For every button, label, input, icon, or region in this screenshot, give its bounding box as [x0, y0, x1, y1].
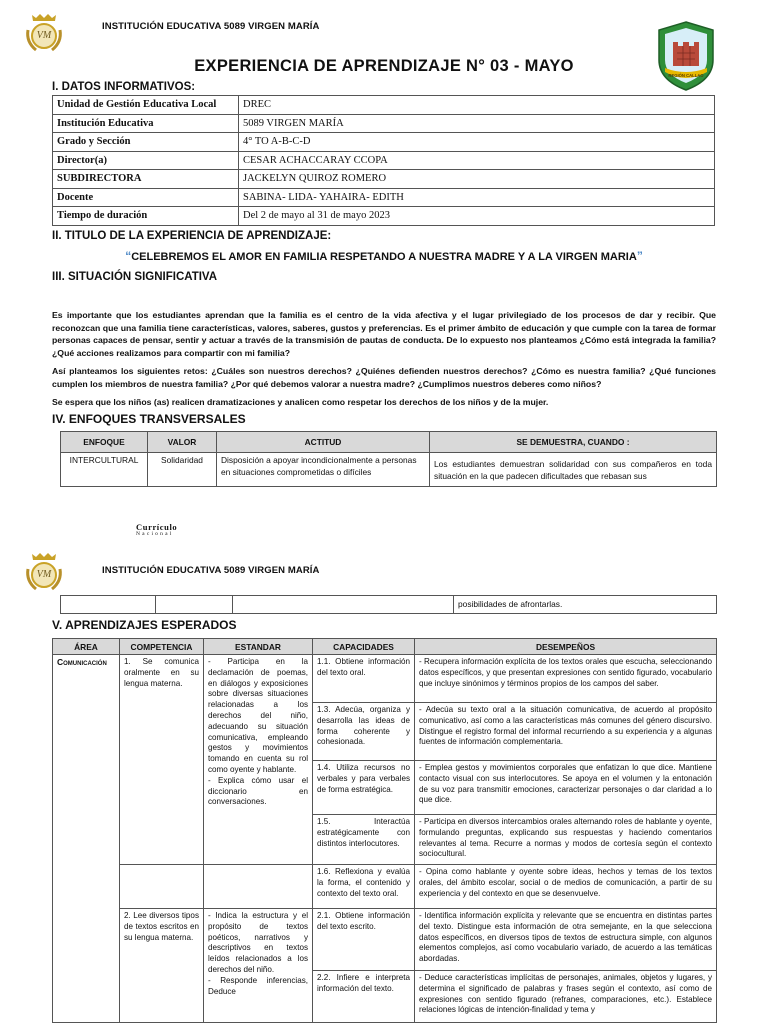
- datos-row: [53, 188, 715, 207]
- aprendizaje-row: [53, 909, 717, 971]
- logo-monogram: VM: [36, 30, 52, 41]
- datos-table: [52, 95, 715, 226]
- desempeno-cell: - Identifica información explícita y relevante que se encuentra en distintas partes del texto. Distingue esta información de otra semejante, en la que selecciona datos específicos, en diversos tipos de textos de estructura simple, con algunos elementos complejos, así como vocabulario variado, de acuerdo a las temáticas abordadas.: [415, 909, 717, 971]
- area-text: Comunicación: [57, 657, 107, 667]
- capacidad-cell: 1.1. Obtiene información del texto oral.: [313, 655, 415, 703]
- experience-title-text: CELEBREMOS EL AMOR EN FAMILIA RESPETANDO A NUESTRA MADRE Y A LA VIRGEN MARIA: [131, 251, 637, 263]
- cont-cell-1: [61, 596, 156, 614]
- desempeno-cell: - Deduce características implícitas de personajes, animales, objetos y lugares, y determina el significado de palabras y frases según el contexto, así como de expresiones con sentido figurado (refranes, comparaciones, etc.). Establece relaciones lógicas de intención-finalidad y tema y: [415, 971, 717, 1023]
- curriculo-line1: Currículo: [136, 522, 178, 532]
- col-valor: VALOR: [148, 432, 217, 453]
- desempeno-cell: - Recupera información explícita de los textos orales que escucha, seleccionando datos específicos, y que presentan expresiones con sentido figurado, vocabulario que incluye sinónimos y términos propios de los campos del saber.: [415, 655, 717, 703]
- situacion-paragraph-1: Es importante que los estudiantes aprendan que la familia es el centro de la vida afectiva y el lugar privilegiado de los procesos de dar y recibir. Que reconozcan que una familia tiene características, valores, saberes, gustos y preferencias. Es el primer ámbito de educación y que cumple con la tarea de formar personas capaces de pensar, sentir y actuar a través de la transmisión de pautas de conducta. De lo expuesto nos planteamos ¿Cómo está integrada la familia? ¿Qué acciones realizamos para compartir con mi familia?: [52, 310, 716, 358]
- datos-row: [53, 133, 715, 152]
- col-demuestra: SE DEMUESTRA, CUANDO :: [430, 432, 717, 453]
- section-heading-datos: I. DATOS INFORMATIVOS:: [52, 81, 196, 93]
- datos-row: [53, 114, 715, 133]
- datos-row: [53, 207, 715, 226]
- datos-label: Unidad de Gestión Educativa Local: [53, 96, 239, 115]
- enfoques-table-continued: [60, 595, 717, 614]
- curriculo-line2: Nacional: [136, 531, 174, 537]
- section-heading-situacion: III. SITUACIÓN SIGNIFICATIVA: [52, 271, 218, 283]
- datos-label: SUBDIRECTORA: [53, 170, 239, 189]
- datos-row: [53, 96, 715, 115]
- capacidad-cell: 2.2. Infiere e interpreta información del texto.: [313, 971, 415, 1023]
- school-logo-page2: [22, 551, 66, 593]
- open-quote: “: [125, 249, 132, 263]
- page-title: EXPERIENCIA DE APRENDIZAJE N° 03 - MAYO: [194, 57, 574, 75]
- col-desempenos: DESEMPEÑOS: [415, 639, 717, 655]
- capacidad-cell: 1.5. Interactúa estratégicamente con distintos interlocutores.: [313, 815, 415, 865]
- datos-value: SABINA- LIDA- YAHAIRA- EDITH: [239, 188, 715, 207]
- section-heading-enfoques: IV. ENFOQUES TRANSVERSALES: [52, 412, 246, 426]
- estandar-cell: - Indica la estructura y el propósito de textos poéticos, narrativos y descriptivos en textos leídos relacionados a los derechos del niño. - Responde inferencias, Deduce: [204, 909, 313, 1023]
- datos-row: [53, 170, 715, 189]
- badge-label: REGIÓN CALLAO: [668, 73, 704, 78]
- area-cell: [53, 655, 120, 1023]
- estandar-cell: - Participa en la declamación de poemas, en diálogos y exposiciones sobre diversas situaciones relacionadas a los derechos del niño, adecuando su situación comunicativa, empleando gestos y movimientos tomando en cuenta su rol como oyente y hablante. - Explica cómo usar el diccionario en conversaciones.: [204, 655, 313, 865]
- datos-label: Director(a): [53, 151, 239, 170]
- section-heading-titulo: II. TITULO DE LA EXPERIENCIA DE APRENDIZAJE:: [52, 230, 332, 242]
- curriculo-logo: [136, 522, 196, 537]
- col-capacidades: CAPACIDADES: [313, 639, 415, 655]
- cell-enfoque: [61, 453, 148, 487]
- datos-label: Tiempo de duración: [53, 207, 239, 226]
- cell-demuestra: Los estudiantes demuestran solidaridad con sus compañeros en toda situación en la que padecen dificultades que rebasan sus: [430, 453, 717, 487]
- cont-cell-3: [233, 596, 454, 614]
- datos-label: Grado y Sección: [53, 133, 239, 152]
- datos-value: DREC: [239, 96, 715, 115]
- enfoques-table: [60, 431, 717, 487]
- competencia-cell-empty: [120, 865, 204, 909]
- col-area: ÁREA: [53, 639, 120, 655]
- col-actitud: ACTITUD: [217, 432, 430, 453]
- datos-value: 5089 VIRGEN MARÍA: [239, 114, 715, 133]
- aprendizaje-row: [53, 865, 717, 909]
- school-header: INSTITUCIÓN EDUCATIVA 5089 VIRGEN MARÍA: [102, 21, 320, 32]
- aprendizaje-row: [53, 655, 717, 703]
- desempeno-cell: - Participa en diversos intercambios orales alternando roles de hablante y oyente, formulando preguntas, explicando sus respuestas y haciendo comentarios relevantes al tema. Recurre a normas y modos de cortesía según el contexto sociocultural.: [415, 815, 717, 865]
- capacidad-cell: 1.3. Adecúa, organiza y desarrolla las ideas de forma coherente y cohesionada.: [313, 703, 415, 761]
- datos-label: Institución Educativa: [53, 114, 239, 133]
- capacidad-cell: 1.6. Reflexiona y evalúa la forma, el contenido y contexto del texto oral.: [313, 865, 415, 909]
- situacion-paragraph-3: Se espera que los niños (as) realicen dramatizaciones y analicen como respetar los derechos de los niños y de la mujer.: [52, 397, 549, 407]
- capacidad-cell: 2.1. Obtiene información del texto escrito.: [313, 909, 415, 971]
- cont-cell-demuestra: posibilidades de afrontarlas.: [454, 596, 717, 614]
- close-quote: ”: [636, 249, 643, 263]
- cont-cell-2: [156, 596, 233, 614]
- logo-monogram-page2: VM: [36, 569, 52, 580]
- cell-actitud: Disposición a apoyar incondicionalmente a personas en situaciones comprometidas o difíciles: [217, 453, 430, 487]
- region-badge: [655, 20, 717, 92]
- desempeno-cell: - Adecúa su texto oral a la situación comunicativa, de acuerdo al propósito comunicativo, así como a las características más comunes del género discursivo. Distingue el registro formal del informal recurriendo a su experiencia y a algunas fuentes de información complementaria.: [415, 703, 717, 761]
- aprendizajes-table: [52, 638, 717, 1023]
- datos-value: JACKELYN QUIROZ ROMERO: [239, 170, 715, 189]
- school-logo: [22, 12, 66, 54]
- col-competencia: COMPETENCIA: [120, 639, 204, 655]
- experience-title: [0, 249, 768, 263]
- competencia-cell: 1. Se comunica oralmente en su lengua materna.: [120, 655, 204, 865]
- datos-row: [53, 151, 715, 170]
- desempeno-cell: - Emplea gestos y movimientos corporales que enfatizan lo que dice. Mantiene contacto visual con sus interlocutores. Se apoya en el volumen y la entonación de su voz para transmitir emociones, caracterizar personajes o dar claridad a lo que dice.: [415, 761, 717, 815]
- school-header-page2: INSTITUCIÓN EDUCATIVA 5089 VIRGEN MARÍA: [102, 565, 320, 576]
- datos-value: 4° TO A-B-C-D: [239, 133, 715, 152]
- section-heading-aprendizajes: V. APRENDIZAJES ESPERADOS: [52, 618, 237, 632]
- datos-value: Del 2 de mayo al 31 de mayo 2023: [239, 207, 715, 226]
- cell-enfoque-text: INTERCULTURAL: [69, 455, 139, 465]
- estandar-cell-empty: [204, 865, 313, 909]
- col-enfoque: ENFOQUE: [61, 432, 148, 453]
- col-estandar: ESTANDAR: [204, 639, 313, 655]
- situacion-paragraph-2: Así planteamos los siguientes retos: ¿Cuáles son nuestros derechos? ¿Quiénes defienden nuestros derechos? ¿Cómo es nuestra familia? ¿Qué funciones cumplen los miembros de nuestra familia? ¿Por qué debemos valorar a nuestra madre? ¿Cumplimos nuestros deberes como niños?: [52, 366, 716, 389]
- competencia-cell: 2. Lee diversos tipos de textos escritos en su lengua materna.: [120, 909, 204, 1023]
- datos-label: Docente: [53, 188, 239, 207]
- capacidad-cell: 1.4. Utiliza recursos no verbales y para verbales de forma estratégica.: [313, 761, 415, 815]
- datos-value: CESAR ACHACCARAY CCOPA: [239, 151, 715, 170]
- cell-valor: Solidaridad: [148, 453, 217, 487]
- desempeno-cell: - Opina como hablante y oyente sobre ideas, hechos y temas de los textos orales, del ámbito escolar, social o de medios de comunicación, a partir de su experiencia y del contexto en que se desenvuelve.: [415, 865, 717, 909]
